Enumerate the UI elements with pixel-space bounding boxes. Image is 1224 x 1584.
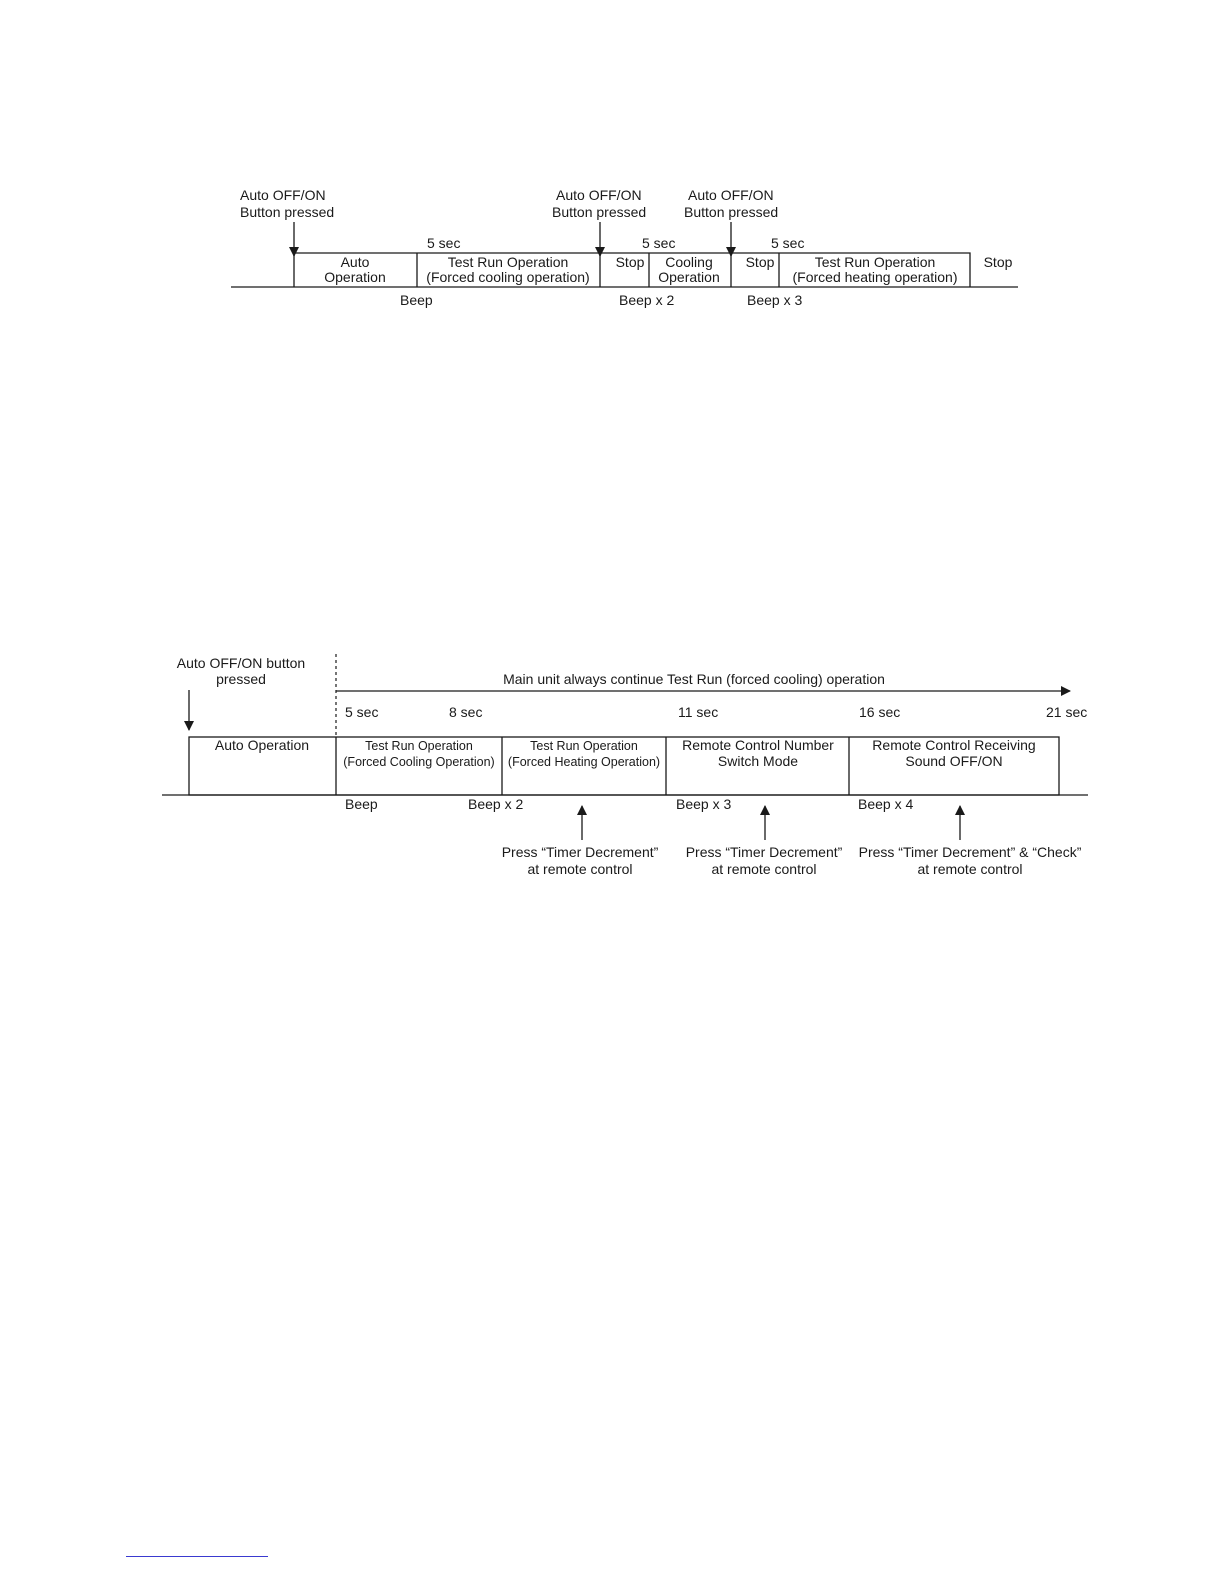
time-label-21: 21 sec bbox=[1046, 704, 1088, 720]
beep-label-1: Beep bbox=[345, 796, 378, 812]
beep-label-4: Beep x 4 bbox=[858, 796, 914, 812]
svg-text:Test Run Operation: Test Run Operation bbox=[530, 739, 638, 753]
duration-label-1: 5 sec bbox=[427, 235, 461, 251]
svg-text:Auto OFF/ON: Auto OFF/ON bbox=[240, 187, 326, 203]
svg-text:Operation: Operation bbox=[658, 269, 720, 285]
continuous-operation-banner: Main unit always continue Test Run (forced cooling) operation bbox=[503, 671, 885, 687]
svg-text:Button pressed: Button pressed bbox=[552, 204, 647, 220]
segment-auto-operation: Auto Operation bbox=[214, 737, 310, 753]
press-label-3 bbox=[684, 187, 778, 220]
diagram-2-remote-control-sequence bbox=[162, 654, 1088, 877]
svg-text:(Forced Cooling Operation): (Forced Cooling Operation) bbox=[343, 755, 495, 769]
press-label bbox=[177, 655, 305, 687]
svg-text:at remote control: at remote control bbox=[711, 861, 817, 877]
segment-stop-3: Stop bbox=[983, 254, 1013, 270]
segment-stop-1: Stop bbox=[615, 254, 645, 270]
segment-forced-heating bbox=[793, 254, 958, 285]
svg-text:(Forced Heating Operation): (Forced Heating Operation) bbox=[507, 755, 661, 769]
segment-forced-cooling bbox=[426, 254, 589, 285]
beep-label-2: Beep x 2 bbox=[619, 292, 675, 308]
press-label-2 bbox=[552, 187, 646, 220]
svg-text:Cooling: Cooling bbox=[665, 254, 713, 270]
svg-text:Auto: Auto bbox=[340, 254, 370, 270]
time-label-8: 8 sec bbox=[449, 704, 483, 720]
remote-action-2 bbox=[686, 844, 843, 877]
svg-text:Auto OFF/ON: Auto OFF/ON bbox=[556, 187, 642, 203]
svg-text:Switch Mode: Switch Mode bbox=[717, 753, 799, 769]
svg-text:Press “Timer Decrement”: Press “Timer Decrement” bbox=[501, 844, 659, 860]
footnote-rule bbox=[126, 1556, 268, 1557]
diagram-1-auto-button-sequence bbox=[231, 187, 1018, 308]
remote-action-3 bbox=[859, 844, 1082, 877]
svg-text:Operation: Operation bbox=[324, 269, 386, 285]
duration-label-3: 5 sec bbox=[771, 235, 805, 251]
segment-stop-2: Stop bbox=[745, 254, 775, 270]
svg-text:at remote control: at remote control bbox=[527, 861, 633, 877]
time-label-16: 16 sec bbox=[859, 704, 901, 720]
svg-text:Auto OFF/ON: Auto OFF/ON bbox=[688, 187, 774, 203]
time-label-11: 11 sec bbox=[678, 704, 719, 720]
svg-text:Test Run Operation: Test Run Operation bbox=[447, 254, 569, 270]
duration-label-2: 5 sec bbox=[642, 235, 676, 251]
svg-text:Auto OFF/ON button: Auto OFF/ON button bbox=[176, 655, 306, 671]
svg-text:pressed: pressed bbox=[216, 671, 266, 687]
svg-text:Button pressed: Button pressed bbox=[684, 204, 779, 220]
svg-text:(Forced cooling operation): (Forced cooling operation) bbox=[426, 269, 590, 285]
svg-text:at remote control: at remote control bbox=[917, 861, 1023, 877]
beep-label-2: Beep x 2 bbox=[468, 796, 524, 812]
press-label-1 bbox=[240, 187, 334, 220]
svg-text:Sound OFF/ON: Sound OFF/ON bbox=[905, 753, 1003, 769]
time-label-5: 5 sec bbox=[345, 704, 379, 720]
svg-text:Remote Control Receiving: Remote Control Receiving bbox=[872, 737, 1036, 753]
remote-action-1 bbox=[502, 844, 659, 877]
svg-text:Remote Control Number: Remote Control Number bbox=[682, 737, 834, 753]
segment-cooling-operation bbox=[658, 254, 719, 285]
svg-text:Press “Timer Decrement”: Press “Timer Decrement” bbox=[685, 844, 843, 860]
svg-text:Test Run Operation: Test Run Operation bbox=[365, 739, 473, 753]
beep-label-1: Beep bbox=[400, 292, 433, 308]
beep-label-3: Beep x 3 bbox=[676, 796, 732, 812]
svg-text:Test Run Operation: Test Run Operation bbox=[814, 254, 936, 270]
svg-text:Button pressed: Button pressed bbox=[240, 204, 335, 220]
beep-label-3: Beep x 3 bbox=[747, 292, 803, 308]
segment-auto-operation bbox=[324, 254, 385, 285]
svg-text:(Forced heating operation): (Forced heating operation) bbox=[792, 269, 958, 285]
svg-text:Press “Timer Decrement” & “Che: Press “Timer Decrement” & “Check” bbox=[858, 844, 1082, 860]
